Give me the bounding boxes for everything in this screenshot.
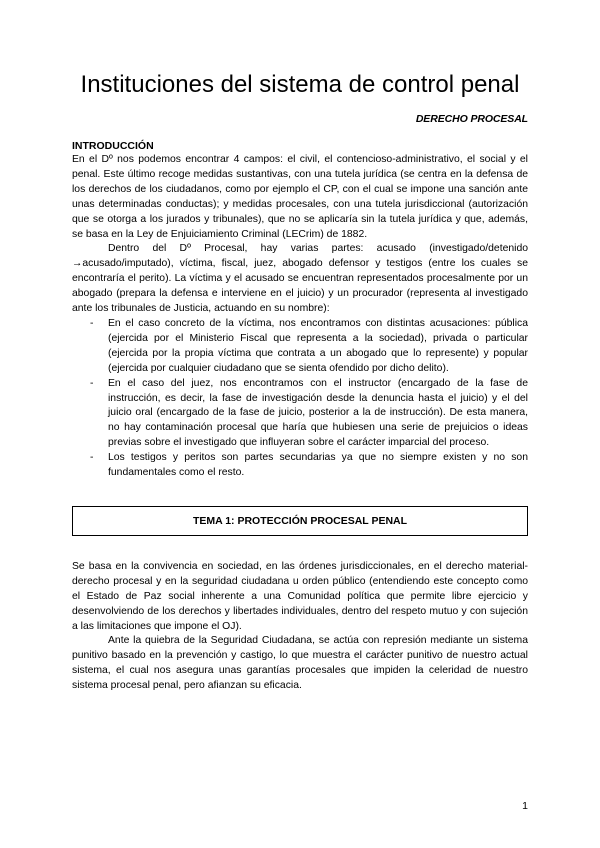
tema-paragraph-2: Ante la quiebra de la Seguridad Ciudadana, se actúa con represión mediante un sistema punitivo basado en la prevención y castigo, lo que muestra el carácter punitivo de nuestro actual sistema, el cual nos asegura unas garantías procesales que impiden la celeridad de nuestro sistema procesal penal, pero afianzan su eficacia. <box>72 635 528 692</box>
page-number: 1 <box>522 800 528 812</box>
intro-paragraph-2: Dentro del Dº Procesal, hay varias partes: acusado (investigado/detenido →acusado/imputado), víctima, fiscal, juez, abogado defensor y testigos (entre los cuales se encontraría el perito). La víctima y el acusado se encuentran representados procesalmente por un abogado (prepara la defensa e interviene en el juicio) y un procurador (representa al investigado ante los tribunales de Justicia, actuando en su nombre): <box>72 243 528 315</box>
parties-list <box>72 317 528 481</box>
tema-heading-box: TEMA 1: PROTECCIÓN PROCESAL PENAL <box>72 506 528 536</box>
intro-paragraph-1: En el Dº nos podemos encontrar 4 campos: el civil, el contencioso-administrativo, el social y el penal. Este último recoge medidas sustantivas, con una tutela jurídica (se centra en la defensa de los derechos de los ciudadanos, como por ejemplo el CP, con el cual se impone una sanción ante unas determinadas conductas); y medidas procesales, con una tutela jurisdiccional (autorización que se otorga a los jurados y tribunales), que no se aplicaría sin la tutela jurídica y que, además, se basa en la Ley de Enjuiciamiento Criminal (LECrim) de 1882. <box>72 154 528 240</box>
list-item-judge: - En el caso del juez, nos encontramos con el instructor (encargado de la fase de instrucción, es decir, la fase de investigación desde la denuncia hasta el juicio) y el del juicio oral (encargado de la fase de juicio, posterior a la de instrucción). De esta manera, no hay contaminación procesal que haría que hubiesen una serie de prejuicios o ideas previas sobre el investigado que influyeran sobre el carácter imparcial del proceso. <box>108 377 528 452</box>
list-item-witnesses: - Los testigos y peritos son partes secundarias ya que no siempre existen y no son fundamentales como el resto. <box>108 451 528 481</box>
subject-label: DERECHO PROCESAL <box>415 113 528 125</box>
list-item-victim: - En el caso concreto de la víctima, nos encontramos con distintas acusaciones: pública (ejercida por el Ministerio Fiscal que representa a la sociedad), privada o particular (ejercida por la propia víctima que contrata a un abogado que lo represente) y popular (ejercida por cualquier ciudadano que se sienta ofendido por dicho delito). <box>108 317 528 377</box>
page-title: Instituciones del sistema de control penal <box>80 71 520 98</box>
intro-heading: INTRODUCCIÓN <box>72 140 154 152</box>
tema-paragraph-1: Se basa en la convivencia en sociedad, en las órdenes jurisdiccionales, en el derecho material-derecho procesal y en la seguridad ciudadana u orden público (entendiendo este concepto como el Estado de Paz social inherente a una Comunidad política que permite libre ejercicio y desenvolviendo de los derechos y libertades individuales, dentro del respeto mutuo y con sujeción a las limitaciones que impone el OJ). <box>72 560 528 632</box>
